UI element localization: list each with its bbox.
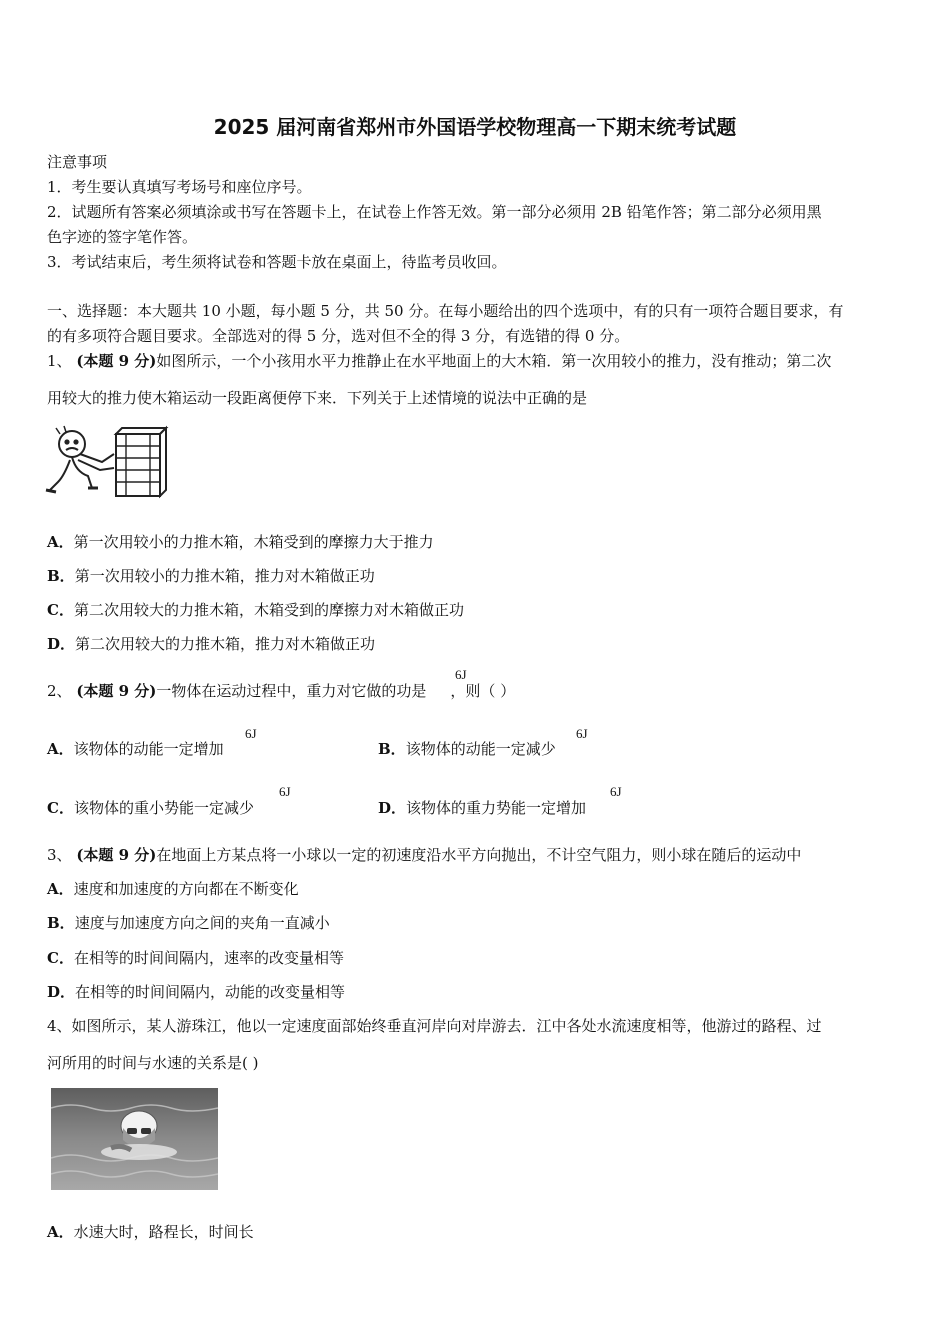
question-number: 2、 (47, 682, 72, 700)
wooden-box (116, 428, 166, 496)
page-title: 2025 届河南省郑州市外国语学校物理高一下期末统考试题 (213, 115, 737, 139)
option-value: 6J (245, 726, 257, 741)
question-1-stem-cont: 用较大的推力使木箱运动一段距离便停下来．下列关于上述情境的说法中正确的是 (47, 389, 588, 407)
question-text: 在地面上方某点将一小球以一定的初速度沿水平方向抛出，不计空气阻力，则小球在随后的运动中 (156, 846, 802, 864)
work-value: 6J (455, 667, 467, 682)
notice-heading: 注意事项 (47, 153, 108, 171)
swimmer-photo (51, 1088, 218, 1190)
option-value: 6J (576, 726, 588, 741)
option-b[interactable]: B．该物体的动能一定减少 (378, 740, 556, 758)
question-4-stem-cont: 河所用的时间与水速的关系是( ) (47, 1054, 259, 1072)
question-tag: (本题 9 分) (76, 846, 157, 864)
option-b[interactable]: B．速度与加速度方向之间的夹角一直减小 (47, 914, 330, 932)
notice-item: 2．试题所有答案必须填涂或书写在答题卡上，在试卷上作答无效。第一部分必须用 2B 铅笔作答；第二部分必须用黑 (47, 203, 822, 221)
child (46, 426, 114, 492)
question-tag: (本题 9 分) (76, 352, 157, 370)
question-1-stem (47, 351, 831, 371)
option-a[interactable]: A．第一次用较小的力推木箱，木箱受到的摩擦力大于推力 (47, 533, 434, 551)
question-number: 3、 (47, 846, 72, 864)
option-d[interactable]: D．在相等的时间间隔内，动能的改变量相等 (47, 983, 346, 1001)
option-value: 6J (279, 784, 291, 799)
question-text-tail: ，则（ ） (450, 682, 516, 700)
option-value: 6J (610, 784, 622, 799)
option-d[interactable]: D．第二次用较大的力推木箱，推力对木箱做正功 (47, 635, 376, 653)
question-text: 一物体在运动过程中，重力对它做的功是 (156, 682, 427, 700)
notice-item: 色字迹的签字笔作答。 (47, 228, 198, 246)
question-4-stem: 4、如图所示，某人游珠江，他以一定速度面部始终垂直河岸向对岸游去．江中各处水流速度相等，他游过的路程、过 (47, 1017, 822, 1035)
notice-item: 1．考生要认真填写考场号和座位序号。 (47, 178, 312, 196)
question-tag: (本题 9 分) (76, 682, 157, 700)
question-3-stem (47, 845, 801, 865)
section-intro-line: 的有多项符合题目要求。全部选对的得 5 分，选对但不全的得 3 分，有选错的得 0 分。 (47, 327, 630, 345)
notice-item: 3．考试结束后，考生须将试卷和答题卡放在桌面上，待监考员收回。 (47, 253, 507, 271)
question-number: 1、 (47, 352, 72, 370)
child-pushing-box-figure (40, 424, 172, 500)
section-intro-line: 一、选择题：本大题共 10 小题，每小题 5 分，共 50 分。在每小题给出的四个选项中，有的只有一项符合题目要求，有 (47, 302, 844, 320)
option-c[interactable]: C．第二次用较大的力推木箱，木箱受到的摩擦力对木箱做正功 (47, 601, 464, 619)
option-a[interactable]: A．速度和加速度的方向都在不断变化 (47, 880, 299, 898)
question-text: 如图所示，一个小孩用水平力推静止在水平地面上的大木箱．第一次用较小的推力，没有推动；第二次 (156, 352, 832, 370)
option-c[interactable]: C．在相等的时间间隔内，速率的改变量相等 (47, 949, 344, 967)
option-a[interactable]: A．水速大时，路程长，时间长 (47, 1223, 254, 1241)
option-c[interactable]: C．该物体的重小势能一定减少 (47, 799, 254, 817)
option-b[interactable]: B．第一次用较小的力推木箱，推力对木箱做正功 (47, 567, 375, 585)
option-d[interactable]: D．该物体的重力势能一定增加 (378, 799, 587, 817)
option-a[interactable]: A．该物体的动能一定增加 (47, 740, 224, 758)
question-2-stem (47, 681, 515, 701)
